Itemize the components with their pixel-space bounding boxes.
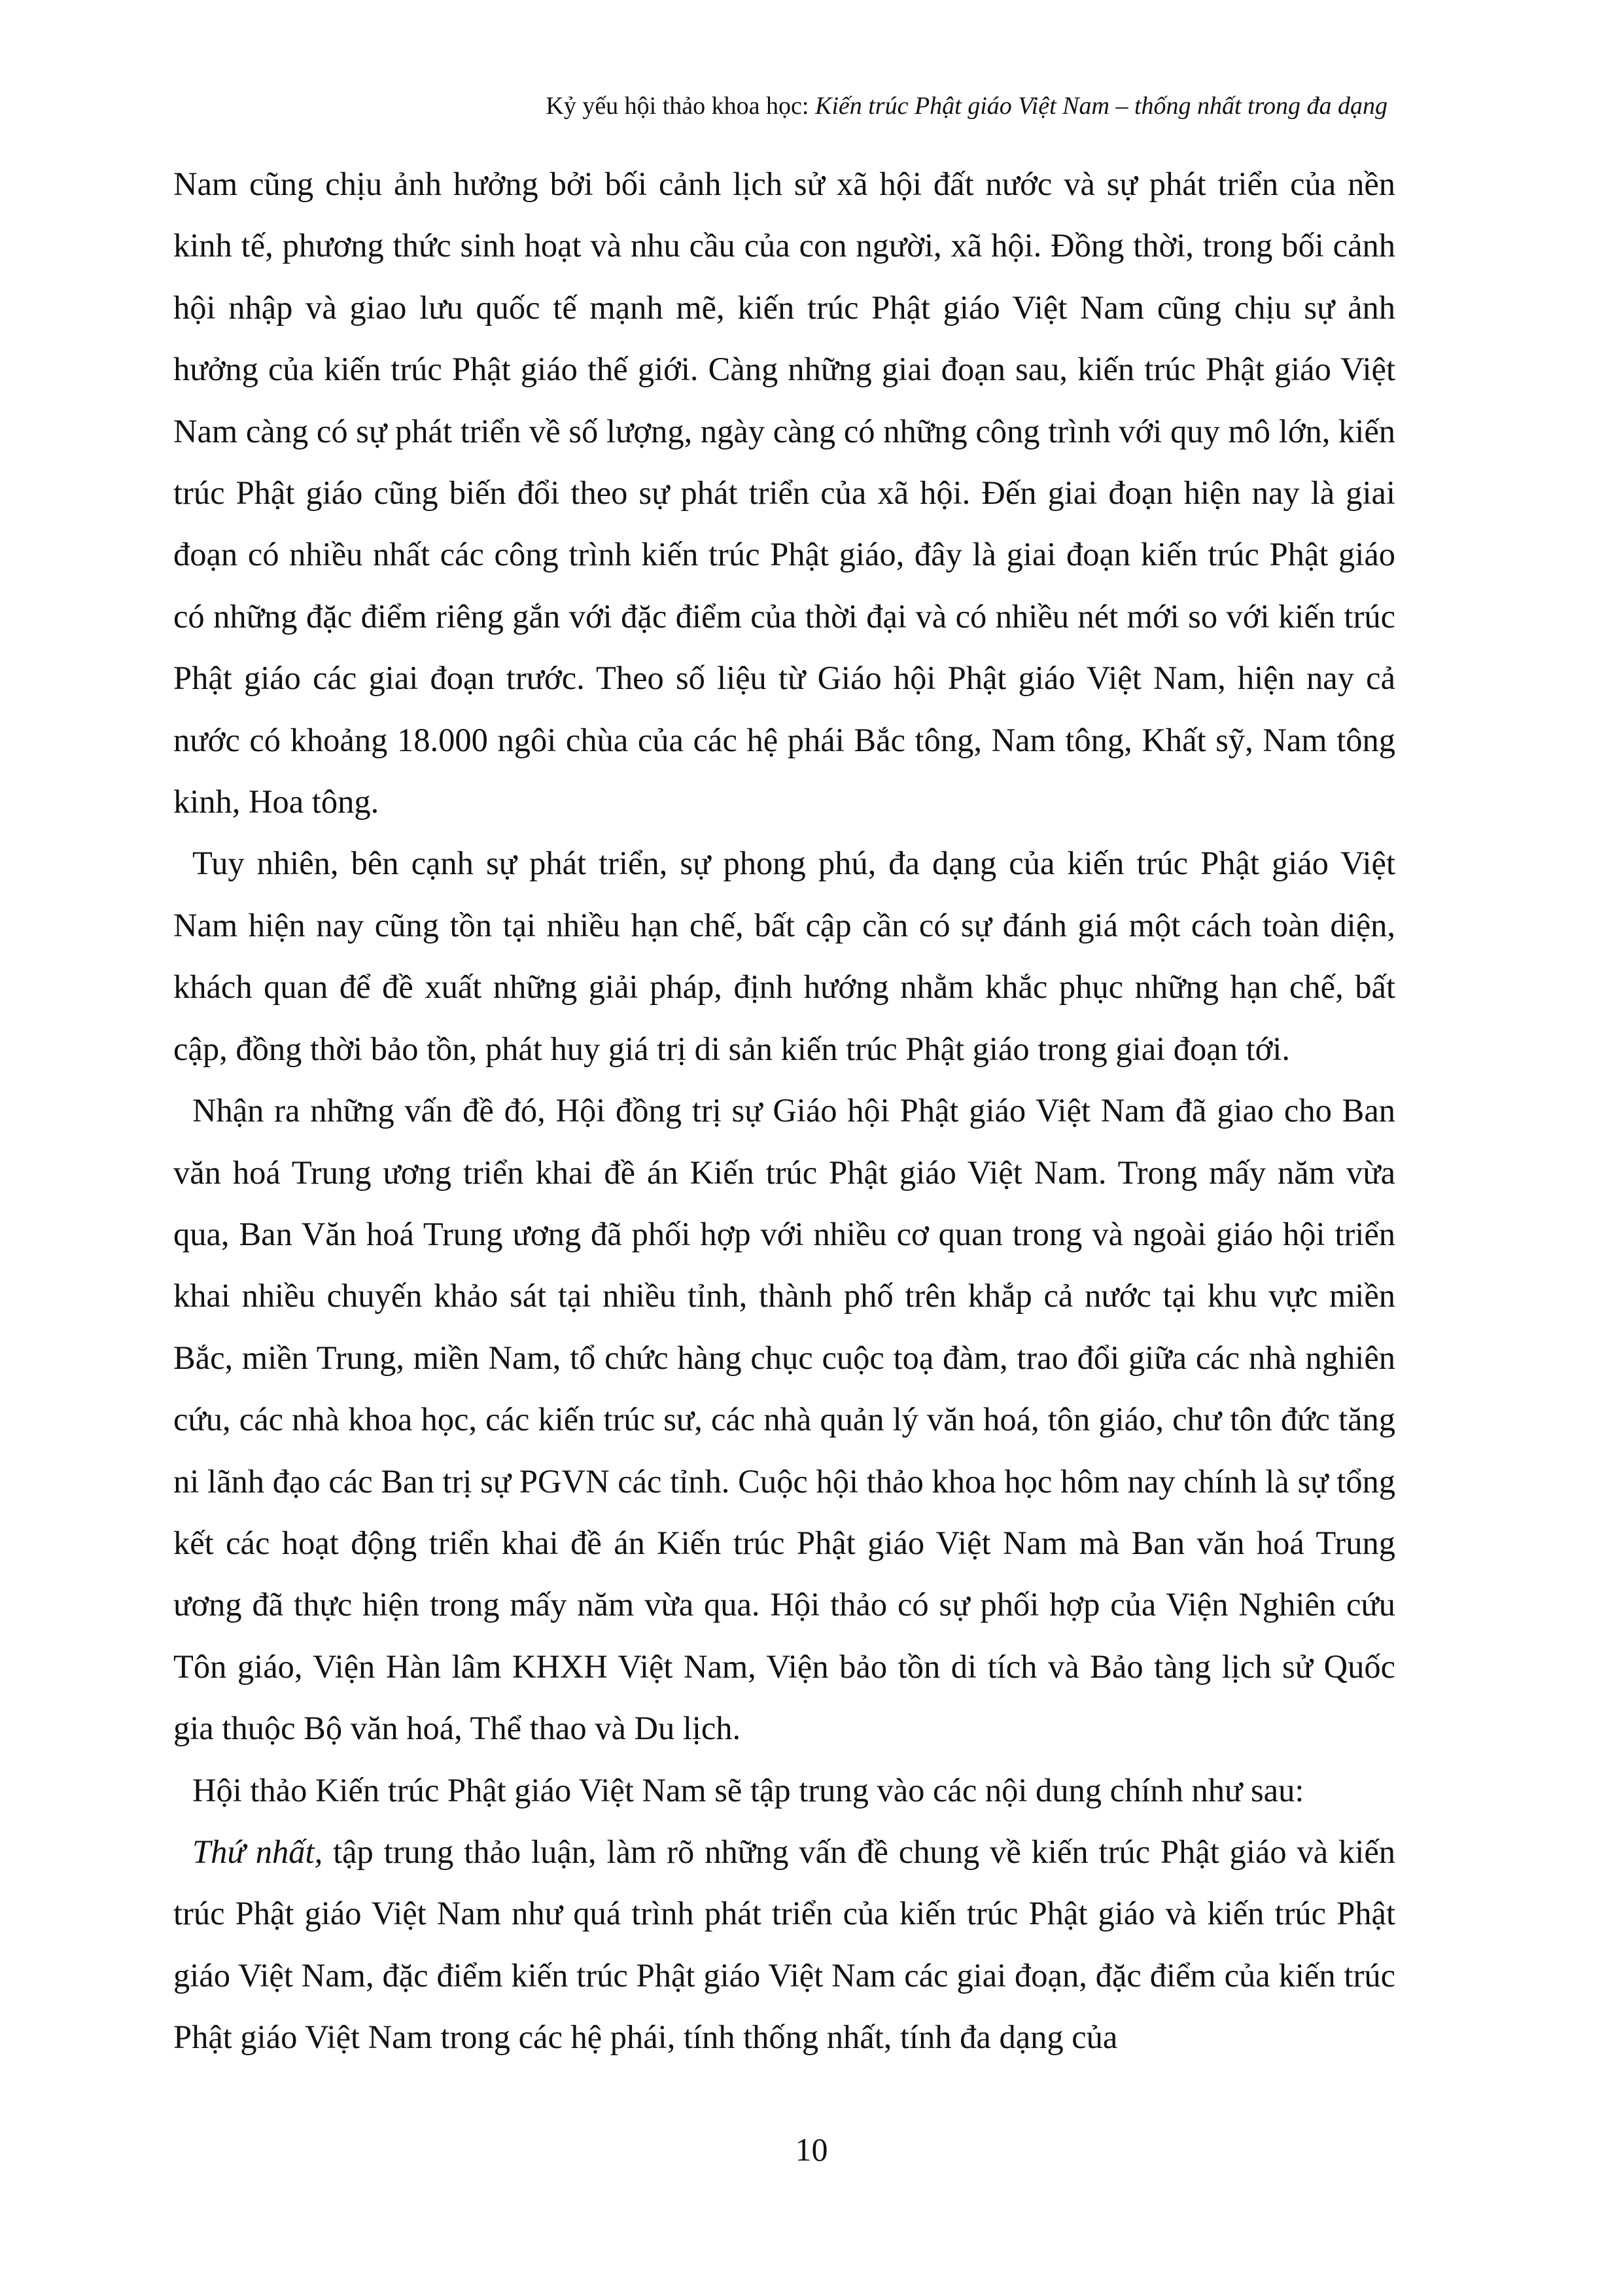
paragraph-limitations: Tuy nhiên, bên cạnh sự phát triển, sự phong phú, đa dạng của kiến trúc Phật giáo Việt Nam hiện nay cũng tồn tại nhiều hạn chế, bất cập cần có sự đánh giá một cách toàn diện, khách quan để đề xuất những giải pháp, định hướng nhằm khắc phục những hạn chế, bất cập, đồng thời bảo tồn, phát huy giá trị di sản kiến trúc Phật giáo trong giai đoạn tới.	[173, 845, 1395, 1067]
header-prefix: Kỷ yếu hội thảo khoa học:	[546, 92, 815, 120]
body-text	[173, 153, 1395, 2068]
page-number: 10	[795, 2131, 828, 2168]
first-point-text: tập trung thảo luận, làm rõ những vấn đề chung về kiến trúc Phật giáo và kiến trúc Phật giáo Việt Nam như quá trình phát triển của kiến trúc Phật giáo và kiến trúc Phật giáo Việt Nam, đặc điểm kiến trúc Phật giáo Việt Nam các giai đoạn, đặc điểm của kiến trúc Phật giáo Việt Nam trong các hệ phái, tính thống nhất, tính đa dạng của	[173, 1833, 1395, 2056]
header-title: Kiến trúc Phật giáo Việt Nam – thống nhất trong đa dạng	[814, 92, 1387, 120]
paragraph-project: Nhận ra những vấn đề đó, Hội đồng trị sự Giáo hội Phật giáo Việt Nam đã giao cho Ban văn hoá Trung ương triển khai đề án Kiến trúc Phật giáo Việt Nam. Trong mấy năm vừa qua, Ban Văn hoá Trung ương đã phối hợp với nhiều cơ quan trong và ngoài giáo hội triển khai nhiều chuyến khảo sát tại nhiều tỉnh, thành phố trên khắp cả nước tại khu vực miền Bắc, miền Trung, miền Nam, tổ chức hàng chục cuộc toạ đàm, trao đổi giữa các nhà nghiên cứu, các nhà khoa học, các kiến trúc sư, các nhà quản lý văn hoá, tôn giáo, chư tôn đức tăng ni lãnh đạo các Ban trị sự PGVN các tỉnh. Cuộc hội thảo khoa học hôm nay chính là sự tổng kết các hoạt động triển khai đề án Kiến trúc Phật giáo Việt Nam mà Ban văn hoá Trung ương đã thực hiện trong mấy năm vừa qua. Hội thảo có sự phối hợp của Viện Nghiên cứu Tôn giáo, Viện Hàn lâm KHXH Việt Nam, Viện bảo tồn di tích và Bảo tàng lịch sử Quốc gia thuộc Bộ văn hoá, Thể thao và Du lịch.	[173, 1092, 1395, 1747]
running-header	[546, 90, 1387, 122]
first-point-lead: Thứ nhất,	[192, 1833, 323, 1870]
paragraph-contents-intro: Hội thảo Kiến trúc Phật giáo Việt Nam sẽ tập trung vào các nội dung chính như sau:	[192, 1771, 1304, 1809]
paragraph-first-point	[173, 1821, 1395, 2068]
paragraph-continued: Nam cũng chịu ảnh hưởng bởi bối cảnh lịch sử xã hội đất nước và sự phát triển của nền kinh tế, phương thức sinh hoạt và nhu cầu của con người, xã hội. Đồng thời, trong bối cảnh hội nhập và giao lưu quốc tế mạnh mẽ, kiến trúc Phật giáo Việt Nam cũng chịu sự ảnh hưởng của kiến trúc Phật giáo thế giới. Càng những giai đoạn sau, kiến trúc Phật giáo Việt Nam càng có sự phát triển về số lượng, ngày càng có những công trình với quy mô lớn, kiến trúc Phật giáo cũng biến đổi theo sự phát triển của xã hội. Đến giai đoạn hiện nay là giai đoạn có nhiều nhất các công trình kiến trúc Phật giáo, đây là giai đoạn kiến trúc Phật giáo có những đặc điểm riêng gắn với đặc điểm của thời đại và có nhiều nét mới so với kiến trúc Phật giáo các giai đoạn trước. Theo số liệu từ Giáo hội Phật giáo Việt Nam, hiện nay cả nước có khoảng 18.000 ngôi chùa của các hệ phái Bắc tông, Nam tông, Khất sỹ, Nam tông kinh, Hoa tông.	[173, 166, 1395, 821]
